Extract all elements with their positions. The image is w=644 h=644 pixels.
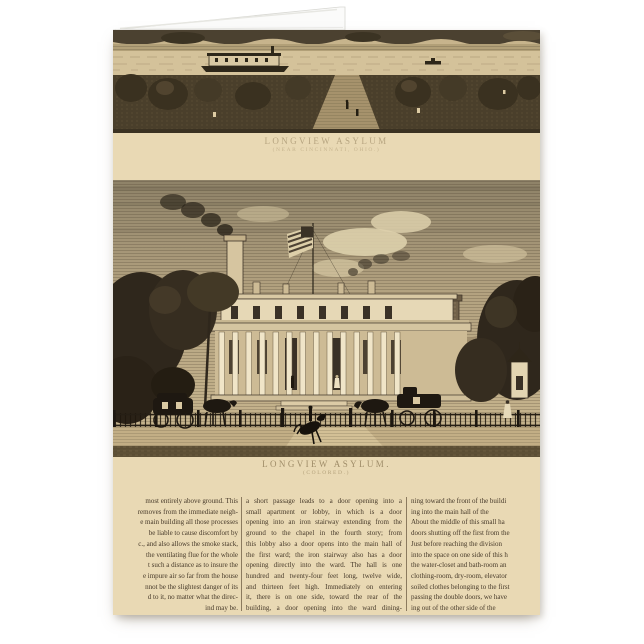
top-caption-subtitle: (NEAR CINCINNATI, OHIO.) (272, 147, 381, 153)
article-line: building, a door opening into the ward dining- (246, 604, 402, 613)
article-line: opening into an iron stairway extending from the (246, 518, 402, 527)
article-line: Just before reaching the division (411, 539, 502, 548)
article-line: this lobby also a door opens into the main hall of (246, 539, 402, 548)
article-column-left (113, 496, 241, 614)
article-line: a short passage leads to a door opening into a (246, 497, 402, 505)
article-line: ind may be. (205, 604, 238, 613)
article-line: be liable to cause discomfort by (148, 529, 238, 538)
article-line: removes from the immediate neigh- (137, 507, 238, 516)
article-line: d to it, no matter what the direc- (147, 593, 238, 602)
article-line: hundred and twenty-four feet long, twelve wide, (246, 571, 402, 580)
top-caption-title: LONGVIEW ASYLUM (264, 136, 389, 146)
top-engraving-caption (113, 136, 540, 153)
article-text-block (113, 496, 540, 614)
article-line: ing into the main hall of the (411, 507, 489, 516)
article-line: it, there is on one side, toward the rear of the (246, 593, 402, 602)
article-line: doors shutting off the first from the (411, 529, 510, 538)
article-line: and thirteen feet high. Immediately on entering (246, 582, 402, 591)
article-line: small apartment or lobby, in which is a door (246, 507, 402, 516)
main-caption-title: LONGVIEW ASYLUM. (262, 459, 391, 469)
article-column-center (242, 496, 406, 614)
column-rule (406, 497, 407, 611)
article-line: clothing-room, dry-room, elevator (411, 571, 508, 580)
article-line: e impure air so far from the house (142, 571, 238, 580)
article-line: About the middle of this small ha (411, 518, 505, 527)
article-line: ing out of the other side of the (411, 604, 496, 613)
article-line: passing the double doors, we have (411, 593, 508, 602)
column-rule (241, 497, 242, 611)
article-line: ground to the chapel in the fourth story; from (246, 529, 402, 538)
article-line: nnot be the slightest danger of its (145, 582, 238, 591)
river-scene-engraving (113, 30, 540, 133)
article-line: the ventilating flue for the whole (146, 550, 238, 559)
greeting-card-front (113, 30, 540, 615)
article-line: most entirely above ground. This (145, 497, 238, 505)
article-line: ning toward the front of the buildi (411, 497, 507, 505)
article-line: c., and also allows the smoke stack, (138, 539, 238, 548)
main-caption-subtitle: (COLORED.) (302, 470, 350, 476)
article-line: opening directly into the ward. The hall is one (246, 561, 402, 570)
article-line: into the space on one side of this h (411, 550, 508, 559)
article-line: the first ward; the iron stairway also has a door (246, 550, 402, 559)
article-column-right (407, 496, 540, 614)
article-line: t such a distance as to insure the (147, 561, 238, 570)
article-line: e main building all those processes (140, 518, 238, 527)
main-engraving-caption (113, 459, 540, 476)
asylum-building-engraving (113, 180, 540, 457)
article-line: soiled clothes belonging to the first (411, 582, 510, 591)
article-line: the water-closet and bath-room an (411, 561, 507, 570)
